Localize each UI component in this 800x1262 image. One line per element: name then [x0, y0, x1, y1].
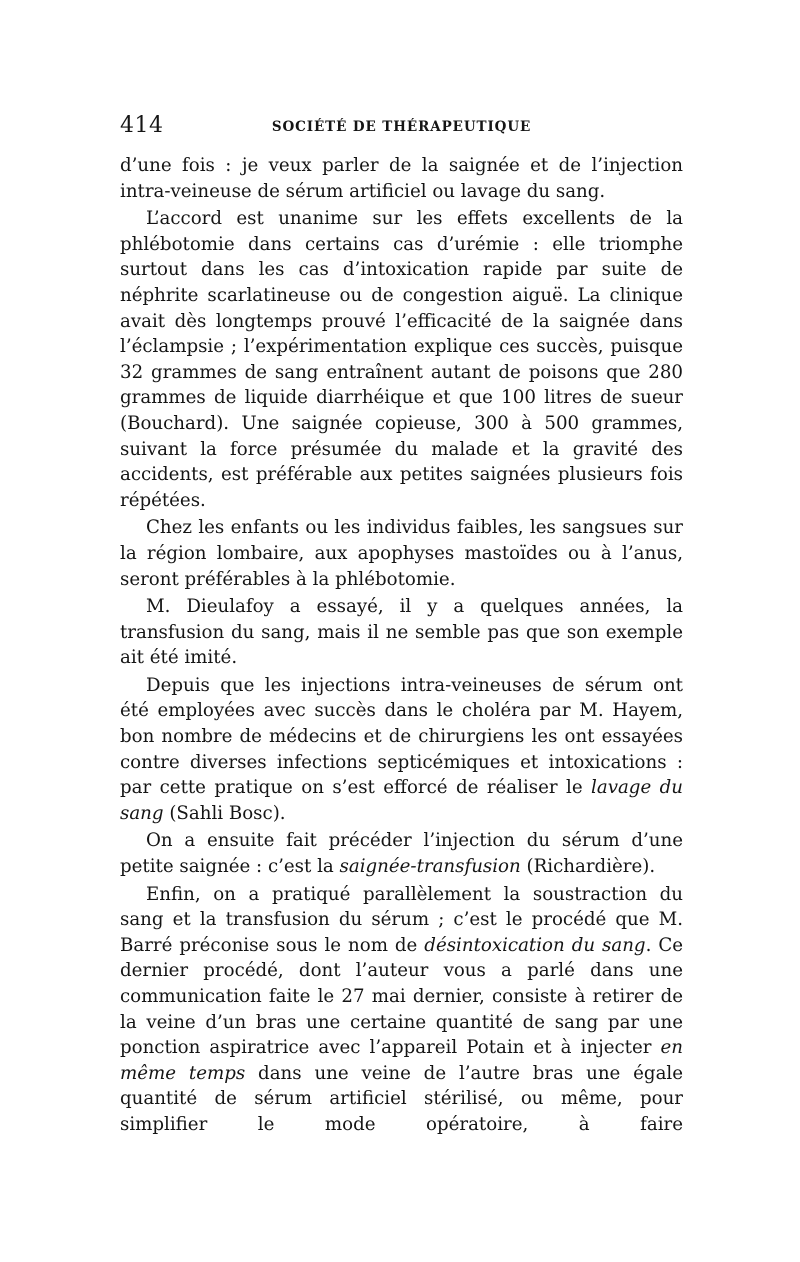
- italic-term: en même temps: [120, 1037, 683, 1084]
- text-segment: Depuis que les injections intra-veineuses de sérum ont été employées avec succès dans le choléra par M. Hayem, bon nombre de médecins et de chirurgiens les ont essayées contre diverses infections septicémiques et intoxications : par cette pratique on s’est efforcé de réaliser le: [120, 674, 683, 799]
- text-segment: (Richardière).: [520, 856, 656, 878]
- paragraph: [120, 882, 683, 1138]
- paragraph: [120, 206, 683, 513]
- paragraph: [120, 153, 683, 204]
- text-segment: M. Dieulafoy a essayé, il y a quelques années, la transfusion du sang, mais il ne semble pas que son exemple ait été imité.: [120, 596, 683, 669]
- paragraph: [120, 594, 683, 671]
- running-title: SOCIÉTÉ DE THÉRAPEUTIQUE: [271, 119, 532, 135]
- italic-term: désintoxication du sang: [424, 934, 646, 956]
- paragraph: [120, 515, 683, 592]
- text-segment: On a ensuite fait précéder l’injection du sérum d’une petite saignée : c’est la: [120, 830, 683, 878]
- italic-term: saignée-transfusion: [339, 856, 521, 878]
- body-text: [120, 153, 683, 1140]
- italic-term: lavage du sang: [120, 777, 684, 824]
- text-segment: dans une veine de l’autre bras une égale quantité de sérum artificiel stérilisé, ou même, pour simplifier le mode opératoire, à faire: [120, 1062, 683, 1135]
- text-segment: Chez les enfants ou les individus faibles, les sangsues sur la région lombaire, aux apophyses mastoïdes ou à l’anus, seront préférables à la phlébotomie.: [120, 517, 683, 590]
- page-header: [120, 113, 683, 145]
- text-segment: d’une fois : je veux parler de la saignée et de l’injection intra-veineuse de sérum artificiel ou lavage du sang.: [120, 155, 683, 202]
- text-segment: (Sahli Bosc).: [163, 802, 286, 824]
- text-segment: Enfin, on a pratiqué parallèlement la soustraction du sang et la transfusion du sérum ; c’est le procédé que M. Barré préconise sous le nom de: [120, 883, 683, 956]
- text-segment: L’accord est unanime sur les effets excellents de la phlébotomie dans certains cas d’urémie : elle triomphe surtout dans les cas d’intoxication rapide par suite de néphrite scarlatineuse ou de congestion aiguë. La clinique avait dès longtemps prouvé l’efficacité de la saignée dans l’éclampsie ; l’expérimentation explique ces succès, puisque 32 grammes de sang entraînent autant de poisons que 280 grammes de liquide diarrhéique et que 100 litres de sueur (Bouchard). Une saignée copieuse, 300 à 500 grammes, suivant la force présumée du malade et la gravité des accidents, est préférable aux petites saignées plusieurs fois répétées.: [120, 208, 683, 511]
- paragraph: [120, 828, 683, 879]
- text-segment: . Ce dernier procédé, dont l’auteur vous a parlé dans une communication faite le 27 mai dernier, consiste à retirer de la veine d’un bras une certaine quantité de sang par une ponction aspiratrice avec l’appareil Potain et à injecter: [120, 934, 683, 1059]
- page-number: 414: [120, 113, 164, 138]
- paragraph: [120, 673, 683, 827]
